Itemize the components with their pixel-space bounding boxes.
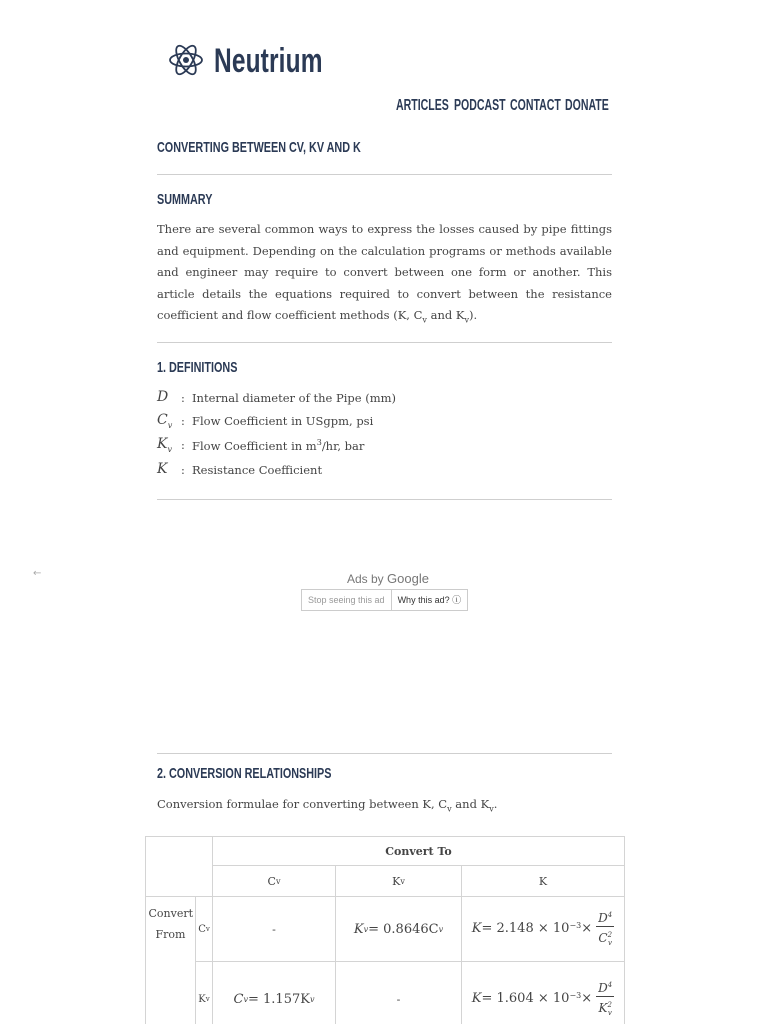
denominator [598,927,612,951]
exponent: −3 [569,920,582,930]
definition-symbol [157,389,168,405]
ad-back-arrow-icon[interactable]: ← [33,568,42,579]
convert-to-header: Convert To [213,837,625,866]
symbol-letter: D [157,389,169,405]
formula [354,922,443,937]
table-cell-kv-to-k [462,962,625,1024]
colon: : [181,414,185,428]
table-cell-kv-to-cv [213,962,336,1024]
divider [157,342,612,343]
subscript: v [400,876,405,886]
times-sign: × [581,991,593,1007]
subscript: v [464,315,470,325]
summary-tail: ). [469,308,478,322]
subscript: v [607,1009,612,1018]
nav-contact[interactable]: CONTACT [510,97,561,114]
summary-tail: and K [426,308,465,322]
header-letter: K [392,874,401,888]
colon: : [181,391,185,405]
symbol-letter: K [157,461,168,477]
definition-text [192,438,364,453]
ad-feedback-buttons [301,589,468,611]
formula [472,907,614,951]
conversion-table [145,836,625,1024]
conversion-heading: 2. CONVERSION RELATIONSHIPS [157,765,332,782]
row-letter: K [198,993,206,1005]
fraction [596,977,614,1021]
formula-rhs: = 1.157K [248,991,310,1007]
table-cell-cv-to-kv [336,897,462,962]
definition-text-part: /hr, bar [321,438,365,453]
definition-text: Resistance Coefficient [192,463,323,477]
nav-podcast[interactable]: PODCAST [454,97,506,114]
superscript: 4 [607,980,613,989]
column-header-k [462,866,625,897]
article-title: CONVERTING BETWEEN CV, KV AND K [157,139,361,156]
site-logo[interactable] [168,40,323,80]
convert-from-text: Convert From [148,907,194,941]
formula-rhs: = 2.148 × 10 [481,921,570,937]
summary-heading: SUMMARY [157,191,213,208]
table-cell-kv-to-kv: - [336,962,462,1024]
definition-text: Flow Coefficient in USgpm, psi [192,414,374,428]
formula-symbol: K [471,921,482,937]
column-header-cv [213,866,336,897]
formula [234,992,315,1007]
numerator [596,907,614,927]
den-symbol: K [598,1000,608,1015]
subscript: v [608,939,612,948]
num-symbol: D [598,980,608,995]
divider [157,499,612,500]
subscript: v [363,924,369,934]
subscript: v [205,995,210,1003]
formula-symbol: K [353,921,364,937]
subscript: v [447,804,452,814]
ads-label-prefix: Ads by [347,572,388,586]
subscript: v [438,924,444,934]
nav-articles[interactable]: ARTICLES [396,97,449,114]
superscript: 3 [316,438,322,447]
subscript: v [243,994,248,1004]
fraction [596,907,614,951]
exponent: −3 [569,990,582,1000]
column-header-kv [336,866,462,897]
conversion-intro [157,794,612,820]
row-letter: C [198,923,206,935]
subscript: v [275,876,281,886]
formula-rhs: = 0.8646C [368,921,439,937]
subscript: v [422,315,427,325]
colon: : [181,463,185,477]
formula-symbol: K [471,991,482,1007]
num-symbol: D [598,910,608,925]
definition-text: Internal diameter of the Pipe (mm) [192,391,397,405]
intro-text: . [493,797,498,811]
header-letter: C [267,874,276,888]
definition-symbol [157,412,172,430]
ads-by-google-label [347,571,429,586]
formula [472,977,614,1021]
symbol-letter: C [157,412,168,428]
atom-icon [168,40,204,80]
nav-donate[interactable]: DONATE [565,97,609,114]
definition-symbol [157,436,172,454]
colon: : [181,438,185,452]
superscript: 2 [607,930,613,939]
stop-seeing-ad-button[interactable]: Stop seeing this ad [301,589,392,611]
why-this-ad-button[interactable]: Why this ad? ⓘ [392,589,469,611]
row-label-kv [196,962,213,1024]
subscript: v [167,444,172,454]
denominator [598,997,611,1021]
den-symbol: C [598,930,608,945]
definitions-heading: 1. DEFINITIONS [157,359,238,376]
superscript: 2 [607,1000,612,1009]
numerator [596,977,614,997]
subscript: v [309,994,315,1004]
formula-symbol: C [233,991,244,1007]
subscript: v [205,925,210,933]
intro-text: Conversion formulae for converting between K, C [157,797,448,811]
convert-from-label [146,897,196,1024]
times-sign: × [581,921,593,937]
summary-text: There are several common ways to express the losses caused by pipe fittings and equipment. Depending on the calculation programs or methods available and engineer may require to convert between one form or another. This article details the equations required to convert between the resistance coefficient and flow coefficient methods [157,222,612,322]
symbol-letter: K [157,436,168,452]
header-letter: K [538,874,548,888]
divider [157,174,612,175]
site-name: Neutrium [214,42,323,80]
definition-symbol [157,461,167,477]
divider [157,753,612,754]
summary-tail: (K, C [393,308,423,322]
table-cell-cv-to-k [462,897,625,962]
definition-text-part: Flow Coefficient in m [192,438,317,453]
row-label-cv [196,897,213,962]
table-cell-cv-to-cv: - [213,897,336,962]
formula-rhs: = 1.604 × 10 [481,991,570,1007]
google-wordmark: Google [387,571,429,586]
intro-text: and K [451,797,490,811]
table-corner-cell [146,837,213,897]
subscript: v [167,420,173,430]
subscript: v [489,804,494,814]
superscript: 4 [607,910,613,919]
summary-paragraph [157,219,612,331]
